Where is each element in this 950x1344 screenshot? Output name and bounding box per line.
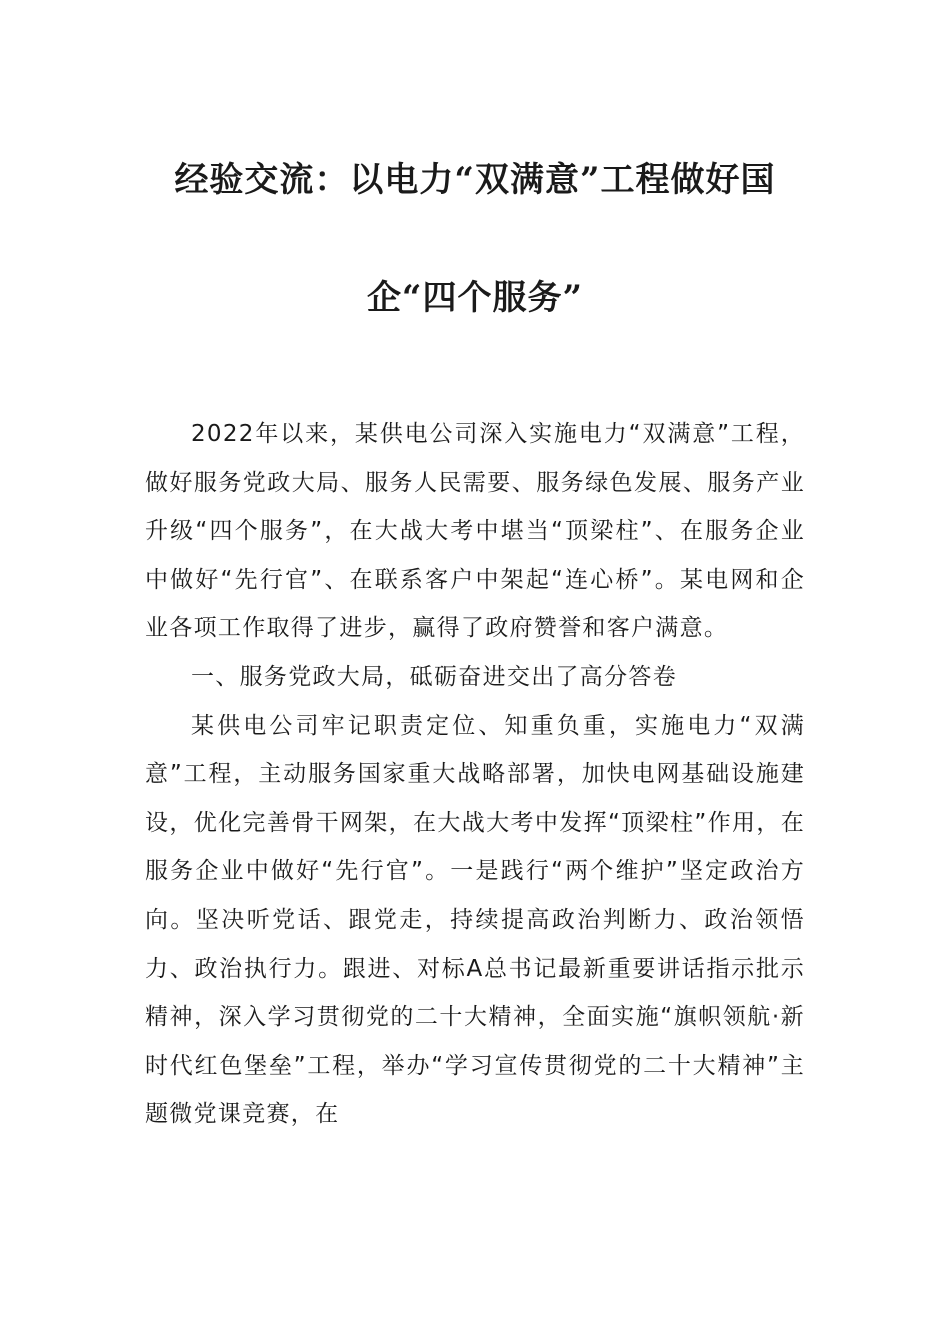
document-title-line-1: 经验交流：以电力“双满意”工程做好国 [174,160,776,200]
section-heading-1: 一、服务党政大局，砥砺奋进交出了高分答卷 [191,663,677,690]
document-title-line-2: 企“四个服务” [366,278,584,318]
paragraph-section-1: 某供电公司牢记职责定位、知重负重，实施电力“双满意”工程，主动服务国家重大战略部署，加快电网基础设施建设，优化完善骨干网架，在大战大考中发挥“顶梁柱”作用，在服务企业中做好“先行官”。一是践行“两个维护”坚定政治方向。坚决听党话、跟党走，持续提高政治判断力、政治领悟力、政治执行力。跟进、对标A总书记最新重要讲话指示批示精神，深入学习贯彻党的二十大精神，全面实施“旗帜领航·新时代红色堡垒”工程，举办“学习宣传贯彻党的二十大精神”主题微党课竞赛，在 [145,712,805,1128]
paragraph-intro: 2022年以来，某供电公司深入实施电力“双满意”工程，做好服务党政大局、服务人民需要、服务绿色发展、服务产业升级“四个服务”，在大战大考中堪当“顶梁柱”、在服务企业中做好“先行官”、在联系客户中架起“连心桥”。某电网和企业各项工作取得了进步，赢得了政府赞誉和客户满意。 [145,421,805,642]
document-body [145,410,805,1139]
